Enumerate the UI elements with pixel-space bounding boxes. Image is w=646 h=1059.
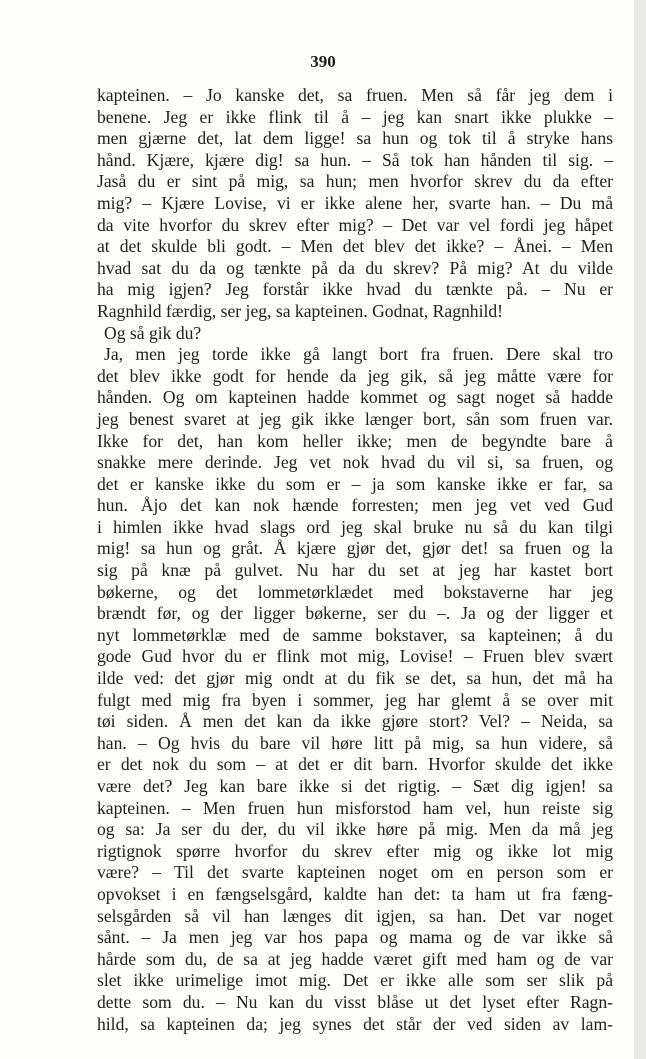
text-line: nyt lommetørklæ med de samme bokstaver, sa kapteinen; å du (97, 624, 613, 645)
page-number: 390 (310, 52, 336, 71)
page-edge (634, 0, 646, 1059)
text-line: er det nok du som – at det er dit barn. Hvorfor skulde det ikke (97, 754, 613, 775)
text-line: være det? Jeg kan bare ikke si det rigtig. – Sæt dig igjen! sa (97, 776, 613, 796)
text-line: Ragnhild færdig, ser jeg, sa kapteinen. Godnat, Ragnhild! (97, 300, 504, 321)
text-line: slet ikke urimelige imot mig. Det er ikke alle som ser slik på (97, 970, 613, 991)
text-line: da vite hvorfor du skrev efter mig? – Det var vel fordi jeg håpet (97, 214, 613, 235)
text-line: han. – Og hvis du bare vil høre litt på mig, sa hun videre, så (97, 732, 613, 753)
text-line: benene. Jeg er ikke flink til å – jeg kan snart ikke plukke – (97, 106, 613, 127)
text-line: opvokset i en fængselsgård, kaldte han det: ta ham ut fra fæng- (97, 883, 613, 904)
text-line: mig? – Kjære Lovise, vi er ikke alene her, svarte han. – Du må (97, 192, 613, 213)
text-line: sånt. – Ja men jeg var hos papa og mama og de var ikke så (97, 927, 613, 948)
text-line: tøi siden. Å men det kan da ikke gjøre stort? Vel? – Neida, sa (97, 711, 613, 732)
text-line: jeg benest svaret at jeg gik ikke længer bort, sån som fruen var. (97, 408, 613, 429)
text-line: bøkerne, og det lommetørklædet med bokstaverne har jeg (97, 581, 613, 602)
text-line: men gjærne det, lat dem ligge! sa hun og tok til å stryke hans (97, 128, 613, 149)
text-line: hun. Åjo det kan nok hænde forresten; men jeg vet ved Gud (97, 495, 613, 516)
text-line: det er kanske ikke du som er – ja som kanske ikke er far, sa (97, 473, 613, 494)
text-line: kapteinen. – Men fruen hun misforstod ham vel, hun reiste sig (97, 797, 613, 818)
text-line: Ikke for det, han kom heller ikke; men de begyndte bare å (97, 430, 613, 451)
text-line: dette som du. – Nu kan du visst blåse ut det lyset efter Ragn- (97, 991, 613, 1012)
text-line: Ja, men jeg torde ikke gå langt bort fra fruen. Dere skal tro (104, 344, 613, 365)
text-line: i himlen ikke hvad slags ord jeg skal bruke nu så du kan tilgi (97, 516, 613, 537)
text-line: gode Gud hvor du er flink mot mig, Lovise! – Fruen blev svært (97, 646, 613, 667)
text-line: Og så gik du? (104, 322, 202, 343)
text-line: hånden. Og om kapteinen hadde kommet og sagt noget så hadde (97, 387, 613, 408)
text-line: være? – Til det svarte kapteinen noget om en person som er (97, 862, 613, 883)
text-line: ha mig igjen? Jeg forstår ikke hvad du tænkte på. – Nu er (97, 279, 613, 300)
text-line: sig på knæ på gulvet. Nu har du set at jeg har kastet bort (97, 560, 613, 581)
text-line: at det skulde bli godt. – Men det blev det ikke? – Ånei. – Men (97, 236, 613, 257)
text-line: det blev ikke godt for hende da jeg gik, så jeg måtte være for (97, 365, 613, 386)
text-line: snakke mere derinde. Jeg vet nok hvad du vil si, sa fruen, og (97, 452, 613, 473)
text-line: ilde ved: det gjør mig ondt at du fik se det, sa hun, det må ha (97, 668, 613, 689)
text-line: hånd. Kjære, kjære dig! sa hun. – Så tok han hånden til sig. – (97, 149, 613, 170)
text-line: fulgt med mig fra byen i sommer, jeg har glemt å se over mit (97, 689, 613, 710)
text-line: brændt før, og der ligger bøkerne, ser du –. Ja og der ligger et (97, 603, 613, 624)
text-line: hvad sat du da og tænkte på da du skrev? På mig? At du vilde (97, 257, 613, 278)
text-line: og sa: Ja ser du der, du vil ikke høre på mig. Men da må jeg (97, 819, 613, 840)
text-line: kapteinen. – Jo kanske det, sa fruen. Men så får jeg dem i (97, 85, 613, 105)
text-line: hårde som du, de sa at jeg hadde været gift med ham og de var (97, 948, 613, 969)
text-line: mig! sa hun og gråt. Å kjære gjør det, gjør det! sa fruen og la (97, 538, 613, 559)
text-line: rigtignok spørre hvorfor du skrev efter mig og ikke lot mig (97, 840, 613, 861)
body-text (97, 85, 613, 1035)
text-line: hild, sa kapteinen da; jeg synes det står der ved siden av lam- (97, 1013, 613, 1034)
text-line: Jaså du er sint på mig, sa hun; men hvorfor skrev du da efter (97, 171, 613, 192)
text-line: selsgården så vil han længes dit igjen, sa han. Det var noget (97, 905, 613, 926)
